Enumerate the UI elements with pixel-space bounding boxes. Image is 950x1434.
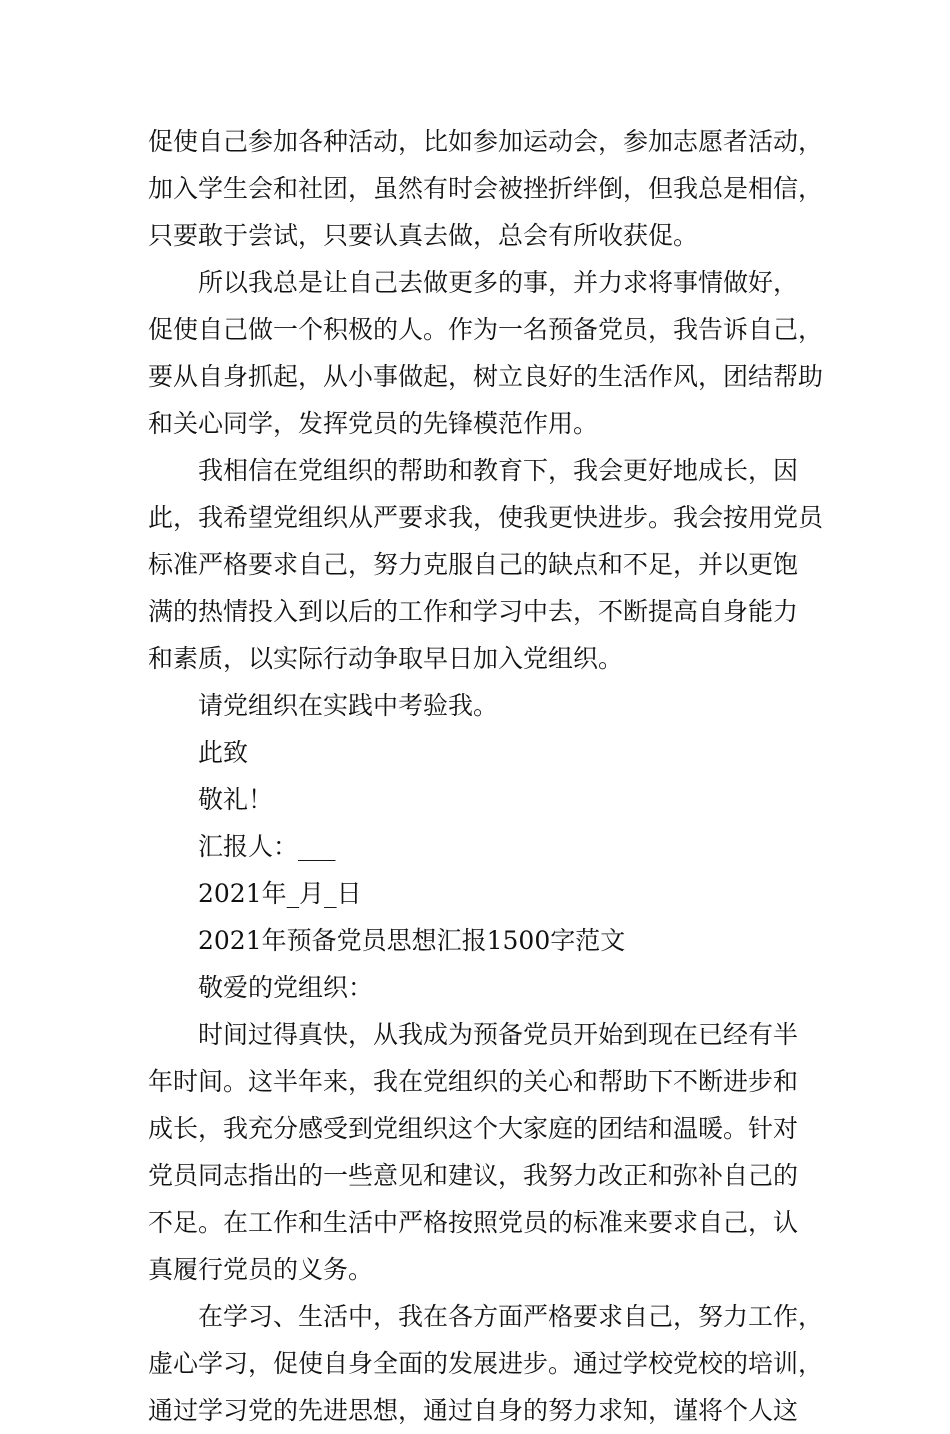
text-line: 加入学生会和社团，虽然有时会被挫折绊倒，但我总是相信，: [148, 174, 824, 203]
text-line: 促使自己做一个积极的人。作为一名预备党员，我告诉自己，: [148, 315, 824, 344]
text-line: 真履行党员的义务。: [148, 1255, 374, 1284]
paragraph: [148, 917, 808, 964]
paragraph: [148, 729, 808, 776]
text-line: 2021年_月_日: [198, 879, 362, 908]
paragraph: [148, 823, 808, 870]
paragraph: [148, 870, 808, 917]
text-line: 敬礼！: [198, 785, 274, 814]
text-line: 汇报人：___: [198, 832, 336, 861]
text-line: 通过学习党的先进思想，通过自身的努力求知，谨将个人这: [148, 1396, 799, 1425]
text-line: 此致: [198, 738, 249, 767]
text-line: 满的热情投入到以后的工作和学习中去，不断提高自身能力: [148, 597, 799, 626]
text-line: 成长，我充分感受到党组织这个大家庭的团结和温暖。针对: [148, 1114, 799, 1143]
text-line: 不足。在工作和生活中严格按照党员的标准来要求自己，认: [148, 1208, 799, 1237]
text-line: 虚心学习，促使自身全面的发展进步。通过学校党校的培训，: [148, 1349, 824, 1378]
paragraph: [148, 447, 824, 682]
text-line: 我相信在党组织的帮助和教育下，我会更好地成长，因: [198, 456, 799, 485]
paragraph: [148, 776, 808, 823]
paragraph: [148, 1293, 824, 1434]
text-line: 敬爱的党组织：: [198, 973, 374, 1002]
text-line: 请党组织在实践中考验我。: [198, 691, 499, 720]
text-line: 时间过得真快，从我成为预备党员开始到现在已经有半: [198, 1020, 799, 1049]
text-line: 只要敢于尝试，只要认真去做，总会有所收获促。: [148, 221, 699, 250]
text-line: 党员同志指出的一些意见和建议，我努力改正和弥补自己的: [148, 1161, 799, 1190]
text-line: 促使自己参加各种活动，比如参加运动会，参加志愿者活动，: [148, 127, 824, 156]
text-line: 在学习、生活中，我在各方面严格要求自己，努力工作，: [198, 1302, 824, 1331]
paragraph: [148, 964, 808, 1011]
paragraph: [148, 118, 824, 259]
document-page: [148, 118, 824, 1434]
text-line: 年时间。这半年来，我在党组织的关心和帮助下不断进步和: [148, 1067, 799, 1096]
paragraph: [148, 259, 824, 447]
text-line: 此，我希望党组织从严要求我，使我更快进步。我会按用党员: [148, 503, 824, 532]
paragraph: [148, 682, 808, 729]
text-line: 标准严格要求自己，努力克服自己的缺点和不足，并以更饱: [148, 550, 799, 579]
text-line: 和素质，以实际行动争取早日加入党组织。: [148, 644, 624, 673]
text-line: 2021年预备党员思想汇报1500字范文: [198, 926, 626, 955]
text-line: 要从自身抓起，从小事做起，树立良好的生活作风，团结帮助: [148, 362, 824, 391]
text-line: 所以我总是让自己去做更多的事，并力求将事情做好，: [198, 268, 799, 297]
text-line: 和关心同学，发挥党员的先锋模范作用。: [148, 409, 599, 438]
paragraph: [148, 1011, 808, 1293]
